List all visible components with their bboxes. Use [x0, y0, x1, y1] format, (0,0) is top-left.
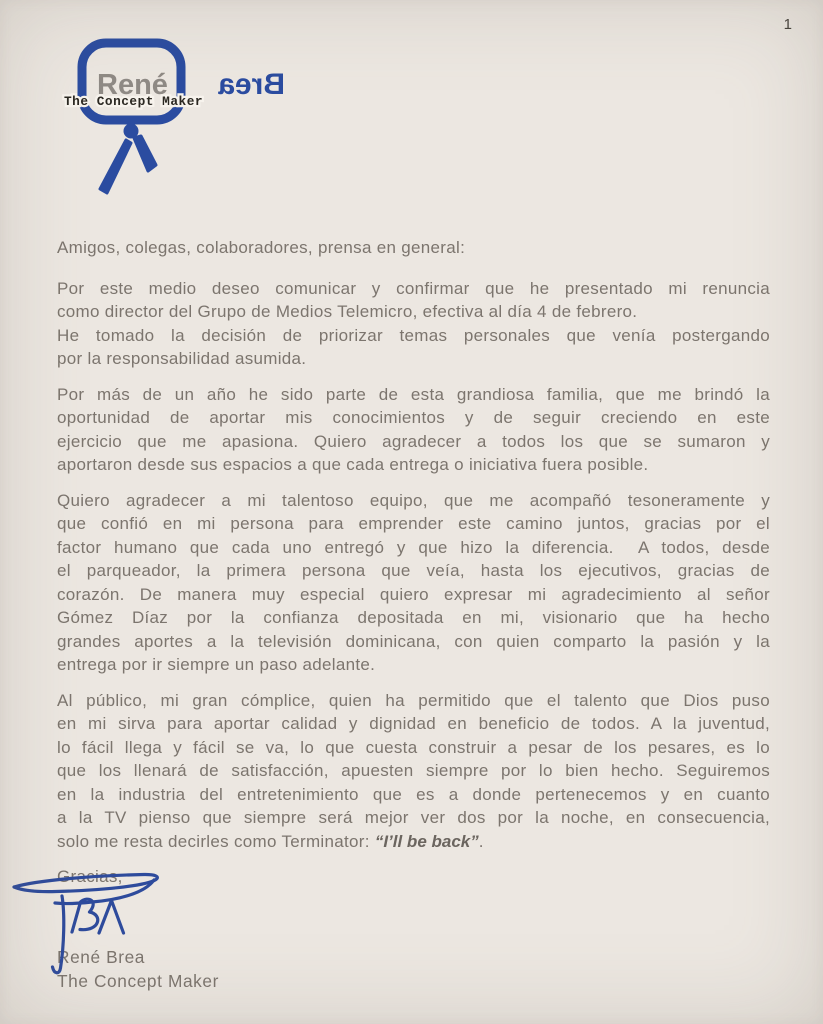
signer-name: René Brea: [57, 946, 146, 967]
logo-tagline: The Concept Maker: [64, 94, 204, 109]
signature-swoosh: [14, 874, 157, 891]
paragraph: [57, 277, 770, 371]
letter-line: entrega por ir siempre un paso adelante.: [57, 655, 376, 674]
letter-line: aportaron desde sus espacios a que cada entrega o iniciativa fuera posible.: [57, 455, 649, 474]
letter-line: grandes aportes a la televisión dominicana, con quien comparto la pasión y la: [57, 631, 770, 651]
letter-line: el parqueador, la primera persona que veía, hasta los ejecutivos, gracias de: [57, 561, 770, 580]
letter-line: que los llenará de satisfacción, apuesten siempre por lo bien hecho. Seguiremos: [57, 761, 770, 780]
letter-line: factor humano que cada uno entregó y que hizo la diferencia. A todos, desde: [57, 537, 770, 557]
logo-name-mirrored: Brea: [218, 68, 285, 101]
letter-line: corazón. De manera muy especial quiero expresar mi agradecimiento al señor: [57, 584, 770, 604]
logo-name: René: [97, 69, 168, 101]
letter-line: Quiero agradecer a mi talentoso equipo, que me acompañó tesoneramente y: [57, 490, 770, 510]
letter-line: [57, 830, 770, 854]
signature-letter-a: [99, 901, 124, 934]
letter-line: oportunidad de aportar mis conocimientos y de seguir creciendo en este: [57, 408, 770, 427]
letter-line: por la responsabilidad asumida.: [57, 349, 307, 368]
letter-line: Por este medio deseo comunicar y confirmar que he presentado mi renuncia: [57, 278, 770, 298]
quote-emphasis: “I’ll be back”: [374, 831, 479, 851]
salutation: Amigos, colegas, colaboradores, prensa en general:: [57, 238, 466, 257]
page-number: 1: [783, 16, 792, 33]
signature: [8, 870, 178, 988]
text-run: solo me resta decirles como Terminator:: [57, 831, 375, 851]
letter-line: en mi sirva para aportar calidad y dignidad en beneficio de todos. A la juventud,: [57, 714, 770, 733]
closing: Gracias,: [57, 867, 123, 886]
logo: [55, 36, 295, 206]
letter-line: lo fácil llega y fácil se va, lo que cuesta construir a pesar de los pesares, es lo: [57, 737, 770, 757]
letter-line: en la industria del entretenimiento que es a donde pertenecemos y en cuanto: [57, 784, 770, 804]
letter-line: He tomado la decisión de priorizar temas personales que venía postergando: [57, 325, 770, 345]
tripod-right-leg: [134, 136, 156, 171]
paragraphs: [57, 277, 770, 854]
letter-line: ejercicio que me apasiona. Quiero agradecer a todos los que se sumaron y: [57, 431, 770, 451]
letter-line: Gómez Díaz por la confianza depositada en mi, visionario que ha hecho: [57, 608, 770, 627]
paragraph: [57, 489, 770, 677]
letter-line: Por más de un año he sido parte de esta grandiosa familia, que me brindó la: [57, 384, 770, 404]
paragraph: [57, 383, 770, 477]
text-run: .: [478, 831, 484, 851]
letter-line: Al público, mi gran cómplice, quien ha permitido que el talento que Dios puso: [57, 690, 770, 710]
paragraph: [57, 689, 770, 854]
signer-title: The Concept Maker: [57, 971, 219, 991]
letter-line: que confió en mi persona para emprender este camino juntos, gracias por el: [57, 514, 770, 533]
signature-descender: [53, 896, 64, 973]
letter-line: como director del Grupo de Medios Telemicro, efectiva al día 4 de febrero.: [57, 302, 638, 321]
logo-graphic: [55, 36, 295, 206]
letter-line: a la TV pienso que siempre será mejor ver dos por la noche, en consecuencia,: [57, 808, 770, 827]
tripod-left-leg: [100, 140, 131, 193]
